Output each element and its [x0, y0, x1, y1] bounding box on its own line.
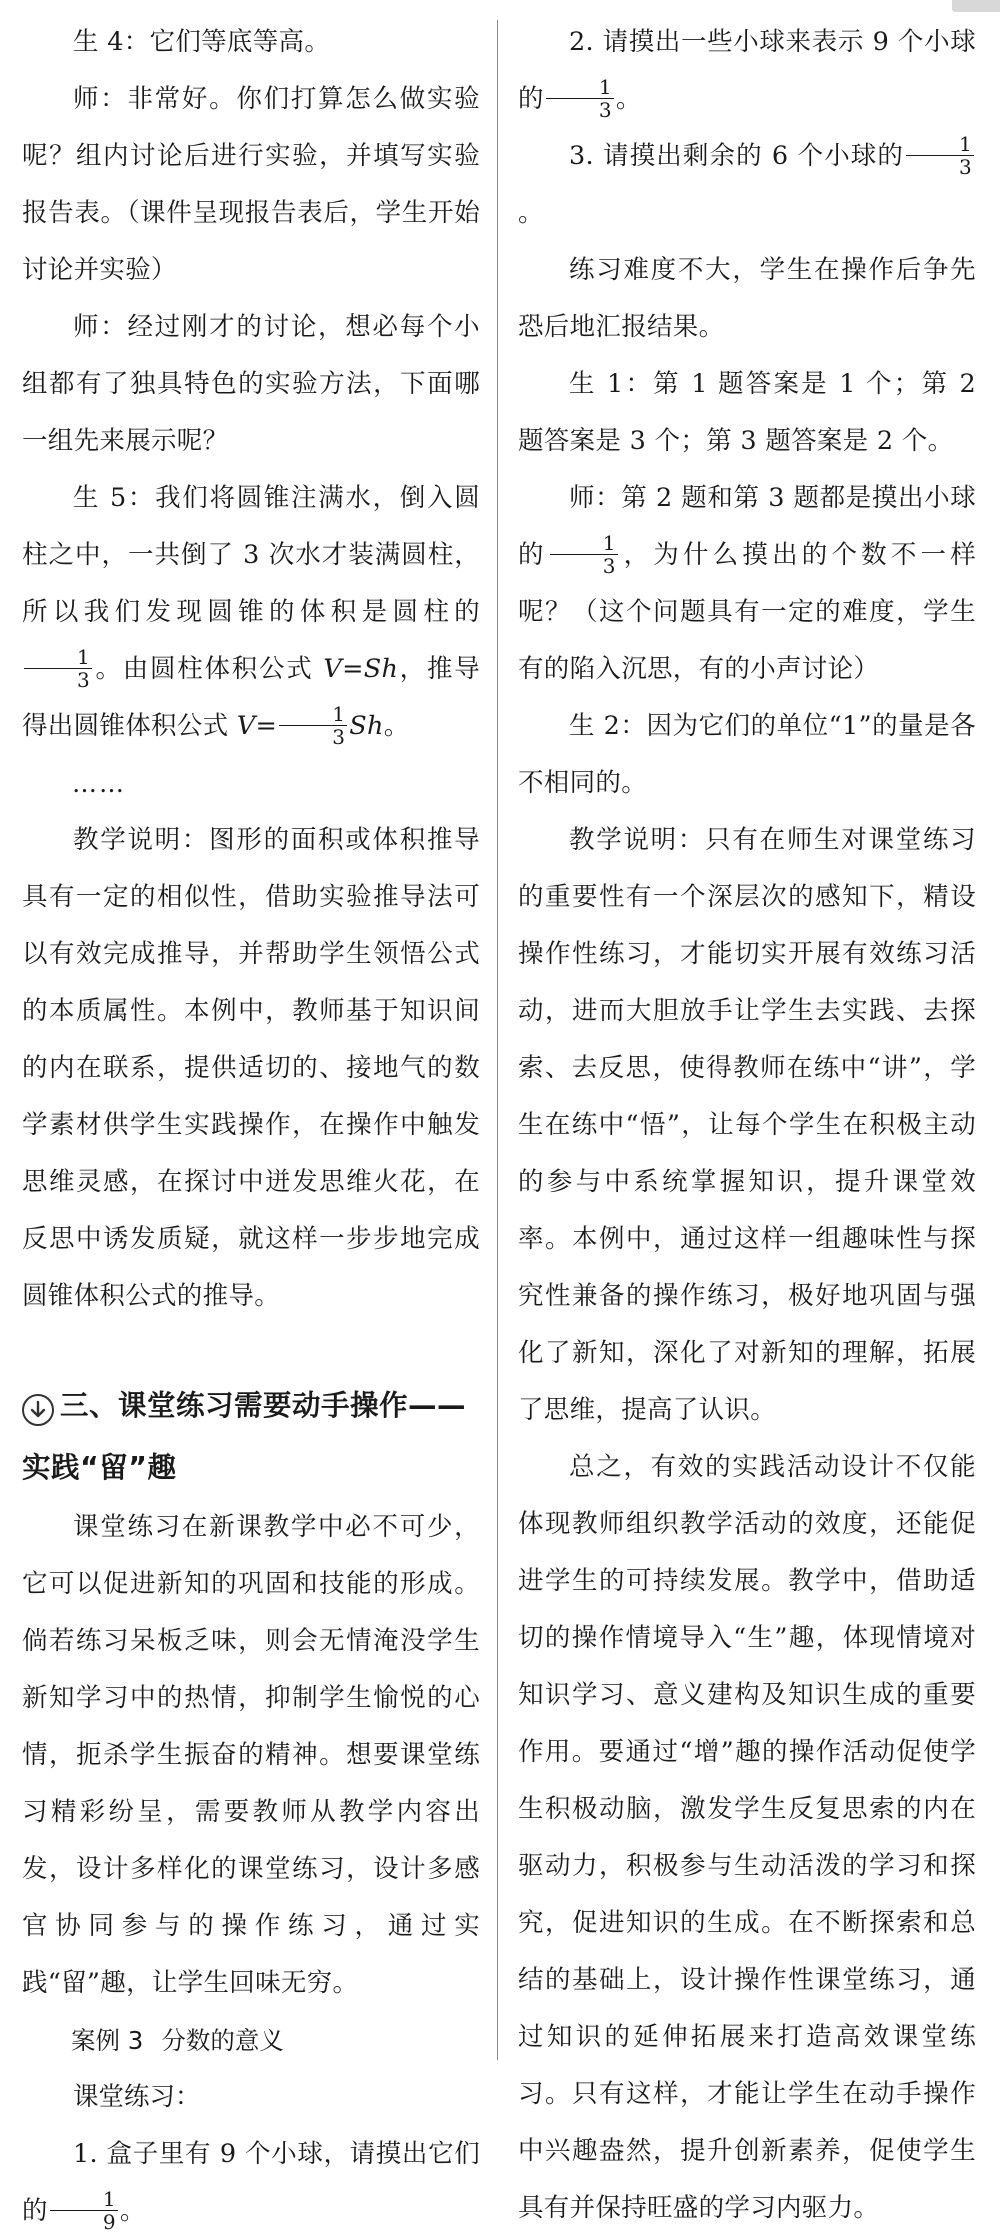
exercise-question — [22, 2126, 480, 2240]
text-span: 生 5：我们将圆锥注满水，倒入圆柱之中，一共倒了 3 次水才装满圆柱，所以我们发现圆锥的体积是圆柱的 — [22, 483, 480, 627]
text-span: 。 — [615, 84, 642, 114]
text-span: ，为什么摸出的个数不一样呢？（这个问题具有一定的难度，学生有的陷入沉思，有的小声讨论） — [518, 540, 976, 684]
column-divider — [497, 20, 498, 2060]
paragraph: 生 1：第 1 题答案是 1 个；第 2 题答案是 3 个；第 3 题答案是 2 个。 — [518, 369, 976, 456]
formula: V= — [236, 711, 278, 741]
fraction-numerator: 1 — [50, 2188, 118, 2211]
paragraph — [518, 470, 976, 698]
fraction-numerator: 1 — [546, 76, 614, 99]
paragraph: 练习难度不大，学生在操作后争先恐后地汇报结果。 — [518, 255, 976, 342]
fraction-numerator: 1 — [279, 703, 347, 726]
paragraph: 生 2：因为它们的单位“1”的量是各不相同的。 — [518, 711, 976, 798]
paragraph-experiment — [22, 470, 480, 755]
fraction — [24, 646, 92, 691]
heading-text: 三、课堂练习需要动手操作—— — [60, 1389, 467, 1422]
fraction-numerator: 1 — [906, 133, 974, 156]
fraction-denominator: 9 — [102, 2209, 116, 2234]
fraction — [906, 133, 974, 178]
teaching-note: 教学说明：图形的面积或体积推导具有一定的相似性，借助实验推导法可以有效完成推导，并帮助学生领悟公式的本质属性。本例中，教师基于知识间的内在联系，提供适切的、接地气的数学素材供学生实践操作，在操作中触发思维灵感，在探讨中迸发思维火花，在反思中诱发质疑，就这样一步步地完成圆锥体积公式的推导。 — [22, 825, 480, 1311]
section-heading — [22, 1375, 480, 1499]
case-title — [22, 2012, 480, 2069]
case-name: 分数的意义 — [161, 2026, 284, 2055]
exercise-label: 课堂练习： — [73, 2082, 201, 2112]
left-column — [22, 14, 480, 2240]
paragraph: 师：非常好。你们打算怎么做实验呢？组内讨论后进行实验，并填写实验报告表。（课件呈现报告表后，学生开始讨论并实验） — [22, 84, 480, 285]
fraction — [550, 532, 618, 577]
exercise-question — [518, 128, 976, 242]
paragraph: 课堂练习在新课教学中必不可少，它可以促进新知的巩固和技能的形成。倘若练习呆板乏味，则会无情淹没学生新知学习中的热情，抑制学生愉悦的心情，扼杀学生振奋的精神。想要课堂练习精彩纷呈，需要教师从教学内容出发，设计多样化的课堂练习，设计多感官协同参与的操作练习，通过实践“留”趣，让学生回味无穷。 — [22, 1512, 480, 1998]
section-heading-line — [22, 1375, 480, 1437]
text-span: 。 — [383, 711, 410, 741]
text-span: 1. 盒子里有 9 个小球，请摸出它们的 — [22, 2139, 480, 2226]
down-arrow-icon — [22, 1394, 54, 1426]
text-span: 。 — [518, 198, 544, 228]
text-span: 3. 请摸出剩余的 6 个小球的 — [569, 141, 904, 171]
exercise-question — [518, 14, 976, 128]
right-column — [518, 14, 976, 2237]
paragraph: 师：经过刚才的讨论，想必每个小组都有了独具特色的实验方法，下面哪一组先来展示呢？ — [22, 312, 480, 456]
text-span: 2. 请摸出一些小球来表示 9 个小球的 — [518, 27, 976, 114]
text-span: ，推导得出圆锥体积公式 — [22, 654, 480, 741]
fraction — [279, 703, 347, 748]
ellipsis: …… — [72, 769, 126, 798]
text-span: 师：第 2 题和第 3 题都是摸出小球的 — [518, 483, 976, 570]
paragraph: 生 4：它们等底等高。 — [73, 27, 331, 57]
fraction-denominator: 3 — [77, 667, 91, 692]
text-span: 。由圆柱体积公式 — [94, 654, 324, 684]
fraction-numerator: 1 — [24, 646, 92, 669]
formula: V=Sh — [323, 654, 399, 684]
text-span: 。 — [119, 2196, 146, 2226]
fraction-numerator: 1 — [550, 532, 618, 555]
fraction-denominator: 3 — [598, 97, 612, 122]
fraction — [546, 76, 614, 121]
formula: Sh — [349, 711, 384, 741]
page-corner-tab — [952, 0, 1000, 12]
fraction — [50, 2188, 118, 2233]
case-label: 案例 3 — [71, 2026, 144, 2055]
fraction-denominator: 3 — [958, 154, 972, 179]
teaching-note: 教学说明：只有在师生对课堂练习的重要性有一个深层次的感知下，精设操作性练习，才能切实开展有效练习活动，进而大胆放手让学生去实践、去探索、去反思，使得教师在练中“讲”，学生在练中“悟”，让每个学生在积极主动的参与中系统掌握知识，提升课堂效率。本例中，通过这样一组趣味性与探究性兼备的操作练习，极好地巩固与强化了新知，深化了对新知的理解，拓展了思维，提高了认识。 — [518, 825, 976, 1425]
conclusion-paragraph: 总之，有效的实践活动设计不仅能体现教师组织教学活动的效度，还能促进学生的可持续发展。教学中，借助适切的操作情境导入“生”趣，体现情境对知识学习、意义建构及知识生成的重要作用。要通过“增”趣的操作活动促使学生积极动脑，激发学生反复思索的内在驱动力，积极参与生动活泼的学习和探究，促进知识的生成。在不断探索和总结的基础上，设计操作性课堂练习，通过知识的延伸拓展来打造高效课堂练习。只有这样，才能让学生在动手操作中兴趣盎然，提升创新素养，促使学生具有并保持旺盛的学习内驱力。 — [518, 1452, 976, 2223]
section-heading-line: 实践“留”趣 — [22, 1451, 177, 1484]
fraction-denominator: 3 — [332, 724, 346, 749]
fraction-denominator: 3 — [602, 553, 616, 578]
